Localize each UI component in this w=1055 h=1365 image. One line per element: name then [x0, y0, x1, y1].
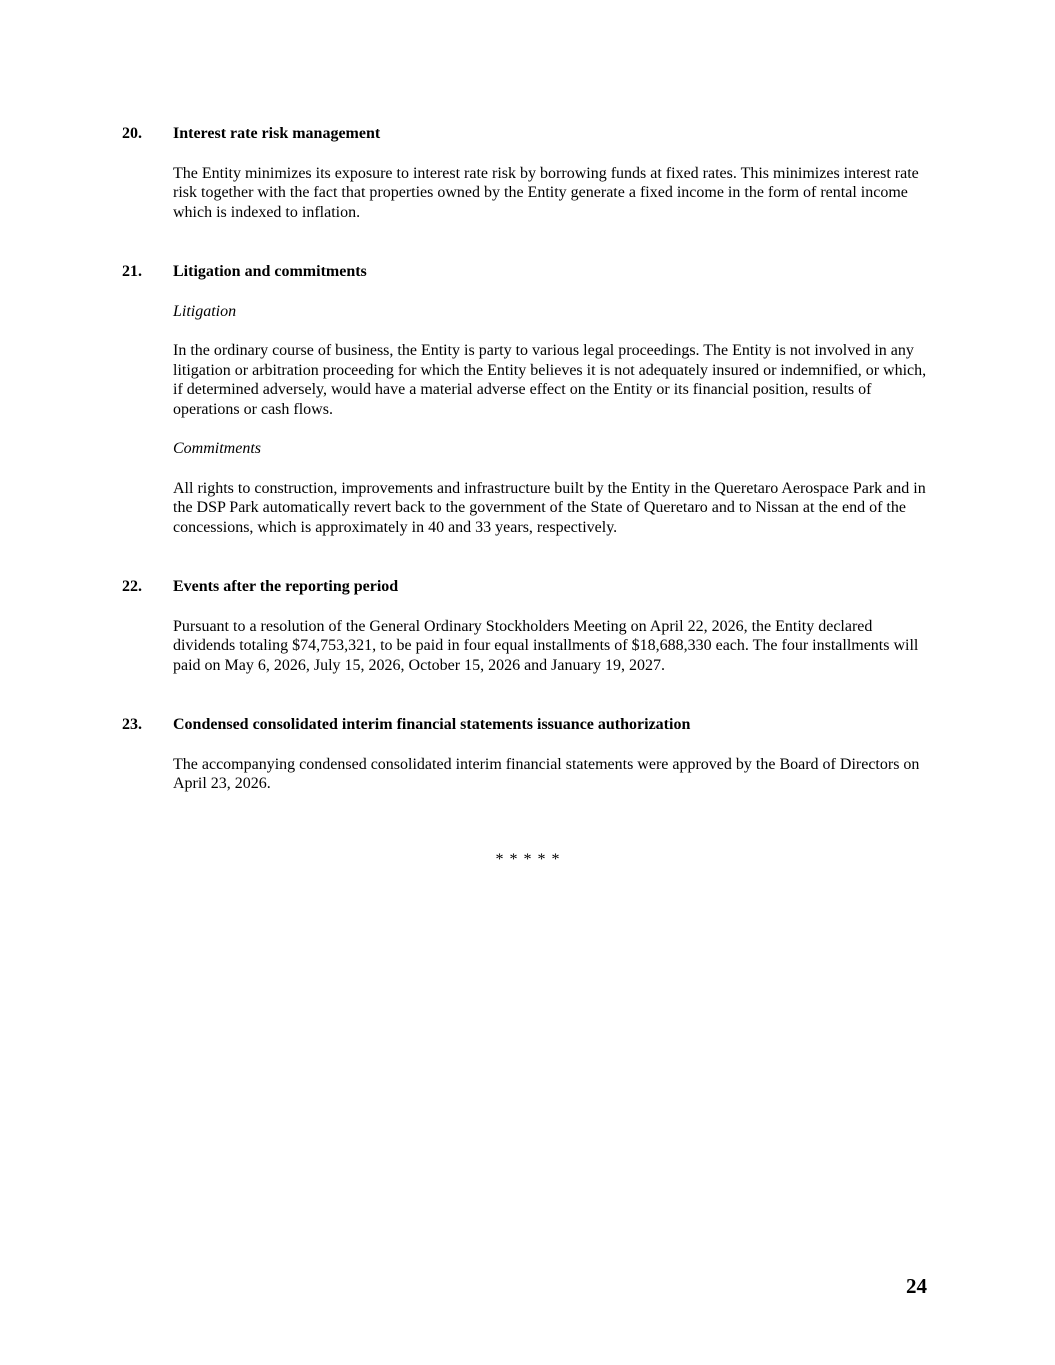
- section-title: Interest rate risk management: [173, 125, 381, 142]
- section-20-interest-rate-risk-management: [122, 124, 934, 222]
- paragraph: Pursuant to a resolution of the General Ordinary Stockholders Meeting on April 22, 2026, the Entity declared dividends totaling $74,753,321, to be paid in four equal installments of $18,688,330 each. The four installments will paid on May 6, 2026, July 15, 2026, October 15, 2026 and January 19, 2027.: [173, 617, 919, 674]
- paragraph: The accompanying condensed consolidated interim financial statements were approved by the Board of Directors on April 23, 2026.: [173, 755, 920, 792]
- section-23-issuance-authorization: [122, 715, 934, 794]
- subheading-litigation: Litigation: [173, 302, 237, 320]
- section-heading: [122, 124, 934, 144]
- section-number: 21.: [122, 263, 142, 280]
- section-22-events-after-reporting-period: [122, 577, 934, 675]
- section-heading: [122, 715, 934, 735]
- page-number: 24: [906, 1274, 927, 1298]
- section-21-litigation-and-commitments: [122, 262, 934, 537]
- document-body: [122, 124, 934, 869]
- section-heading: [122, 577, 934, 597]
- section-number: 22.: [122, 578, 142, 595]
- paragraph: All rights to construction, improvements and infrastructure built by the Entity in the Queretaro Aerospace Park and in the DSP Park automatically revert back to the government of the State of Queretaro and to Nissan at the end of the concessions, which is approximately in 40 and 33 years, respectively.: [173, 479, 926, 536]
- section-heading: [122, 262, 934, 282]
- section-number: 23.: [122, 716, 142, 733]
- section-title: Events after the reporting period: [173, 578, 399, 595]
- section-number: 20.: [122, 125, 142, 142]
- section-title: Litigation and commitments: [173, 263, 367, 280]
- section-title: Condensed consolidated interim financial statements issuance authorization: [173, 716, 691, 733]
- subheading-commitments: Commitments: [173, 440, 261, 457]
- end-of-document-separator: * * * * *: [495, 850, 561, 868]
- paragraph: In the ordinary course of business, the Entity is party to various legal proceedings. The Entity is not involved in any litigation or arbitration proceeding for which the Entity believes it is not adequately insured or indemnified, or which, if determined adversely, would have a material adverse effect on the Entity or its financial position, results of operations or cash flows.: [173, 342, 927, 418]
- paragraph: The Entity minimizes its exposure to interest rate risk by borrowing funds at fixed rates. This minimizes interest rate risk together with the fact that properties owned by the Entity generate a fixed income in the form of rental income which is indexed to inflation.: [173, 164, 919, 221]
